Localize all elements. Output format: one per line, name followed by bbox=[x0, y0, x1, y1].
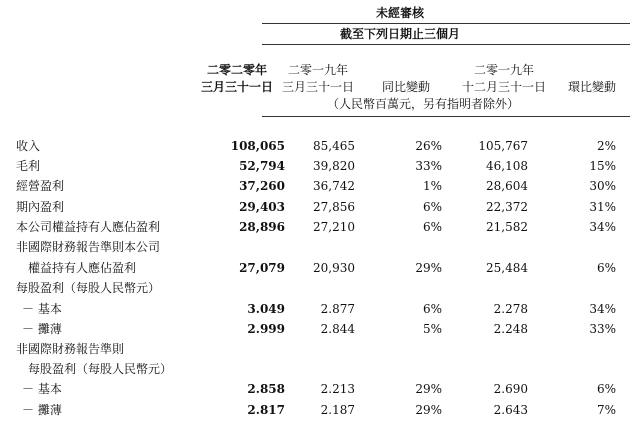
qoq-change: 30% bbox=[589, 179, 616, 193]
qoq-change: 6% bbox=[596, 382, 616, 396]
prior-quarter-value: 2.643 bbox=[493, 403, 528, 417]
yoy-change: 29% bbox=[415, 261, 442, 275]
yoy-change: 6% bbox=[422, 200, 442, 214]
col1-line1: 二零二零年 bbox=[206, 63, 268, 77]
table-row-heading bbox=[0, 340, 640, 358]
current-value: 29,403 bbox=[239, 200, 285, 214]
row-label: 收入 bbox=[16, 139, 41, 153]
prior-year-value: 27,856 bbox=[313, 200, 355, 214]
row-label: 非國際財務報告準則本公司 bbox=[16, 240, 161, 254]
col4-line2: 十二月三十一日 bbox=[461, 80, 547, 94]
col5-heading: 環比變動 bbox=[567, 80, 617, 94]
prior-quarter-value: 105,767 bbox=[478, 139, 528, 153]
table-row bbox=[0, 300, 640, 318]
prior-year-value: 2.187 bbox=[320, 403, 355, 417]
prior-year-value: 27,210 bbox=[313, 220, 355, 234]
prior-year-value: 39,820 bbox=[313, 159, 355, 173]
table-row bbox=[0, 218, 640, 236]
prior-quarter-value: 2.690 bbox=[493, 382, 528, 396]
prior-quarter-value: 2.248 bbox=[493, 322, 528, 336]
units-note: （人民幣百萬元，另有指明者除外） bbox=[326, 97, 520, 111]
prior-quarter-value: 21,582 bbox=[486, 220, 528, 234]
current-value: 3.049 bbox=[247, 302, 285, 316]
table-row bbox=[0, 380, 640, 398]
current-value: 28,896 bbox=[239, 220, 285, 234]
prior-quarter-value: 25,484 bbox=[486, 261, 528, 275]
current-value: 2.817 bbox=[247, 403, 285, 417]
prior-year-value: 85,465 bbox=[313, 139, 355, 153]
current-value: 108,065 bbox=[230, 139, 285, 153]
prior-year-value: 2.844 bbox=[320, 322, 355, 336]
current-value: 52,794 bbox=[239, 159, 285, 173]
col2-line2: 三月三十一日 bbox=[281, 80, 355, 94]
qoq-change: 34% bbox=[589, 220, 616, 234]
row-label: 非國際財務報告準則 bbox=[16, 342, 125, 356]
header-rule-bottom bbox=[262, 116, 630, 117]
current-value: 2.858 bbox=[247, 382, 285, 396]
table-row bbox=[0, 401, 640, 419]
table-row bbox=[0, 137, 640, 155]
row-label: 經營盈利 bbox=[16, 179, 65, 193]
table-row bbox=[0, 157, 640, 175]
row-label: 毛利 bbox=[16, 159, 41, 173]
table-row bbox=[0, 198, 640, 216]
yoy-change: 29% bbox=[415, 403, 442, 417]
table-row-heading bbox=[0, 238, 640, 256]
row-label: 每股盈利（每股人民幣元） bbox=[28, 362, 173, 376]
prior-year-value: 20,930 bbox=[313, 261, 355, 275]
unaudited-heading: 未經審核 bbox=[375, 6, 425, 20]
qoq-change: 7% bbox=[596, 403, 616, 417]
header-rule-mid bbox=[262, 44, 630, 45]
table-row bbox=[0, 259, 640, 277]
prior-year-value: 2.877 bbox=[320, 302, 355, 316]
prior-quarter-value: 2.278 bbox=[493, 302, 528, 316]
row-label: 本公司權益持有人應佔盈利 bbox=[16, 220, 161, 234]
qoq-change: 31% bbox=[589, 200, 616, 214]
qoq-change: 2% bbox=[596, 139, 616, 153]
qoq-change: 34% bbox=[589, 302, 616, 316]
col1-line2: 三月三十一日 bbox=[200, 80, 274, 94]
row-label: － 攤薄 bbox=[22, 403, 62, 417]
col3-heading: 同比變動 bbox=[381, 80, 431, 94]
yoy-change: 6% bbox=[422, 302, 442, 316]
table-row-heading bbox=[0, 279, 640, 297]
yoy-change: 5% bbox=[422, 322, 442, 336]
qoq-change: 33% bbox=[589, 322, 616, 336]
yoy-change: 1% bbox=[422, 179, 442, 193]
prior-quarter-value: 46,108 bbox=[486, 159, 528, 173]
qoq-change: 6% bbox=[596, 261, 616, 275]
row-label: － 基本 bbox=[22, 382, 62, 396]
row-label: 期內盈利 bbox=[16, 200, 65, 214]
col4-line1: 二零一九年 bbox=[473, 63, 535, 77]
prior-year-value: 36,742 bbox=[313, 179, 355, 193]
prior-year-value: 2.213 bbox=[320, 382, 355, 396]
row-label: 每股盈利（每股人民幣元） bbox=[16, 281, 161, 295]
yoy-change: 6% bbox=[422, 220, 442, 234]
prior-quarter-value: 22,372 bbox=[486, 200, 528, 214]
col2-line1: 二零一九年 bbox=[287, 63, 349, 77]
table-row bbox=[0, 177, 640, 195]
yoy-change: 33% bbox=[415, 159, 442, 173]
table-row-heading bbox=[0, 360, 640, 378]
table-row bbox=[0, 320, 640, 338]
current-value: 2.999 bbox=[247, 322, 285, 336]
row-label: － 攤薄 bbox=[22, 322, 62, 336]
prior-quarter-value: 28,604 bbox=[486, 179, 528, 193]
period-heading: 截至下列日期止三個月 bbox=[339, 27, 461, 41]
yoy-change: 26% bbox=[415, 139, 442, 153]
row-label: － 基本 bbox=[22, 302, 62, 316]
row-label: 權益持有人應佔盈利 bbox=[28, 261, 137, 275]
current-value: 37,260 bbox=[239, 179, 285, 193]
yoy-change: 29% bbox=[415, 382, 442, 396]
header-rule-top bbox=[262, 23, 630, 24]
qoq-change: 15% bbox=[589, 159, 616, 173]
current-value: 27,079 bbox=[239, 261, 285, 275]
